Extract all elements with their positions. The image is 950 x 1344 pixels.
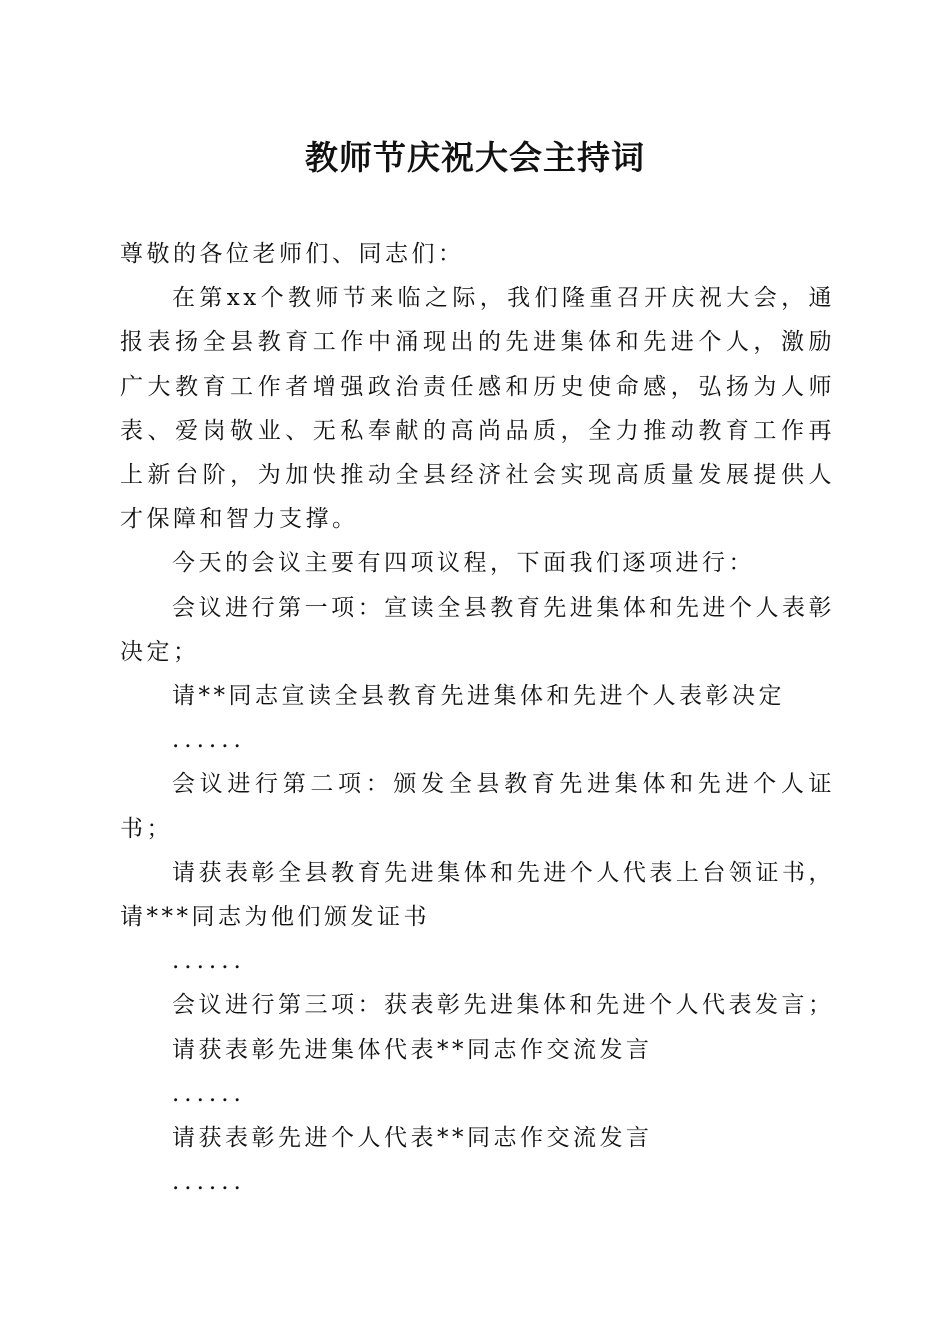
paragraph-item-1-request: 请**同志宣读全县教育先进集体和先进个人表彰决定 bbox=[172, 683, 785, 710]
ellipsis-2: ...... bbox=[172, 948, 246, 975]
paragraph-item-2: 会议进行第二项：颁发全县教育先进集体和先进个人证书； bbox=[120, 771, 835, 842]
document-title: 教师节庆祝大会主持词 bbox=[305, 138, 645, 177]
paragraph-item-3-request-group: 请获表彰先进集体代表**同志作交流发言 bbox=[172, 1036, 653, 1063]
paragraph-item-2-request: 请获表彰全县教育先进集体和先进个人代表上台领证书，请***同志为他们颁发证书 bbox=[120, 859, 835, 931]
paragraph-agenda: 今天的会议主要有四项议程，下面我们逐项进行： bbox=[172, 550, 755, 577]
ellipsis-1: ...... bbox=[172, 727, 246, 754]
document-body bbox=[120, 232, 835, 1204]
ellipsis-3: ...... bbox=[172, 1080, 246, 1107]
salutation: 尊敬的各位老师们、同志们： bbox=[120, 241, 465, 267]
paragraph-item-3-request-individual: 请获表彰先进个人代表**同志作交流发言 bbox=[172, 1125, 653, 1152]
ellipsis-4: ...... bbox=[172, 1169, 246, 1196]
paragraph-item-3: 会议进行第三项：获表彰先进集体和先进个人代表发言； bbox=[172, 992, 835, 1019]
paragraph-intro: 在第xx个教师节来临之际，我们隆重召开庆祝大会，通报表扬全县教育工作中涌现出的先进集体和先进个人，激励广大教育工作者增强政治责任感和历史使命感，弘扬为人师表、爱岗敬业、无私奉献的高尚品质，全力推动教育工作再上新台阶，为加快推动全县经济社会实现高质量发展提供人才保障和智力支撑。 bbox=[120, 285, 835, 533]
paragraph-item-1: 会议进行第一项：宣读全县教育先进集体和先进个人表彰决定； bbox=[120, 594, 835, 665]
